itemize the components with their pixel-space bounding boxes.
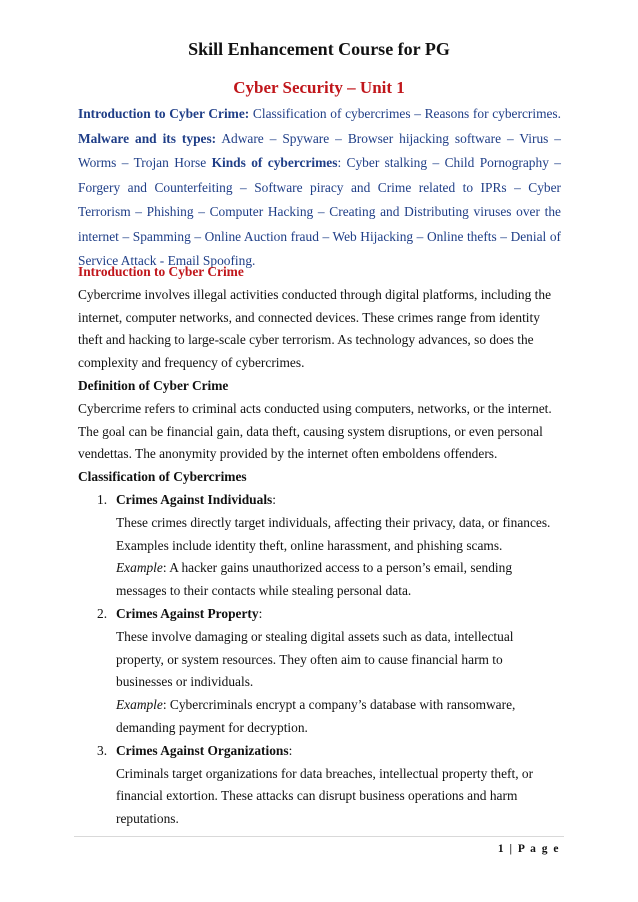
main-content [78,261,561,831]
list-item-title-line [116,740,561,763]
list-item-description: Criminals target organizations for data breaches, intellectual property theft, or financial extortion. These attacks can disrupt business operations and harm reputations. [116,765,534,827]
list-item-description: These involve damaging or stealing digital assets such as data, intellectual property, or system resources. They often aim to cause financial harm to businesses or individuals. [116,628,514,690]
syllabus-kinds-label: Kinds of cybercrimes [211,155,338,170]
list-item [78,603,561,740]
list-item-example-label: Example [116,697,163,713]
list-item-example-label: Example [116,560,163,576]
syllabus-intro-text: Classification of cybercrimes – Reasons for cybercrimes. [249,106,561,121]
list-item-title-line [116,489,561,512]
classification-list [78,489,561,831]
page-number: 1 | P a g e [497,843,560,855]
definition-heading: Definition of Cyber Crime [78,377,229,393]
list-item-title-colon: : [272,491,276,507]
definition-paragraph: Cybercrime refers to criminal acts conducted using computers, networks, or the internet. The goal can be financial gain, data theft, causing system disruptions, or even personal vendettas. The anonymity provided by the internet often emboldens offenders. [78,400,552,462]
classification-heading: Classification of Cybercrimes [78,469,247,485]
course-title: Skill Enhancement Course for PG [188,39,450,59]
list-item-example-text: : A hacker gains unauthorized access to a person’s email, sending messages to their contacts while stealing personal data. [116,560,513,599]
list-item-title-line [116,603,561,626]
list-item-title: Crimes Against Property [116,605,259,621]
list-item-title: Crimes Against Individuals [116,491,273,507]
list-item-number: 2. [97,605,108,621]
syllabus-malware-text: Adware – Spyware – Browser hijacking software – Virus – Worms – Trojan Horse [78,130,561,170]
list-item-description: These crimes directly target individuals, affecting their privacy, data, or finances. [116,514,551,530]
syllabus-malware-label: Malware and its types: [78,130,217,146]
list-item-title-colon: : [288,742,293,758]
intro-heading: Introduction to Cyber Crime [78,264,244,279]
syllabus-summary [78,102,561,274]
footer-divider [74,836,564,837]
list-item-example [116,557,561,603]
intro-paragraph: Cybercrime involves illegal activities conducted through digital platforms, including the internet, computer networks, and connected devices. These crimes range from identity theft and hacking to large-scale cyber terrorism. As technology advances, so does the complexity and frequency of cybercrimes. [78,286,552,371]
list-item-example [116,694,561,740]
list-item-title-colon: : [258,605,263,621]
list-item-number: 1. [97,491,108,507]
list-item-title: Crimes Against Organizations [116,742,289,758]
unit-title: Cyber Security – Unit 1 [233,78,405,97]
syllabus-intro-label: Introduction to Cyber Crime: [78,106,250,121]
list-item [78,740,561,831]
syllabus-kinds-text: : Cyber stalking – Child Pornography – Forgery and Counterfeiting – Software piracy and Crime related to IPRs – Cyber Terrorism – Phishing – Computer Hacking – Creating and Distributing viruses over the internet – Spamming – Online Auction fraud – Web Hijacking – Online thefts – Denial of Service Attack - Email Spoofing. [78,155,561,268]
list-item [78,489,561,603]
list-item-example-text: : Cybercriminals encrypt a company’s database with ransomware, demanding payment for decryption. [116,697,516,735]
list-item-description-extra: Examples include identity theft, online harassment, and phishing scams. [116,537,503,553]
list-item-number: 3. [97,742,108,758]
